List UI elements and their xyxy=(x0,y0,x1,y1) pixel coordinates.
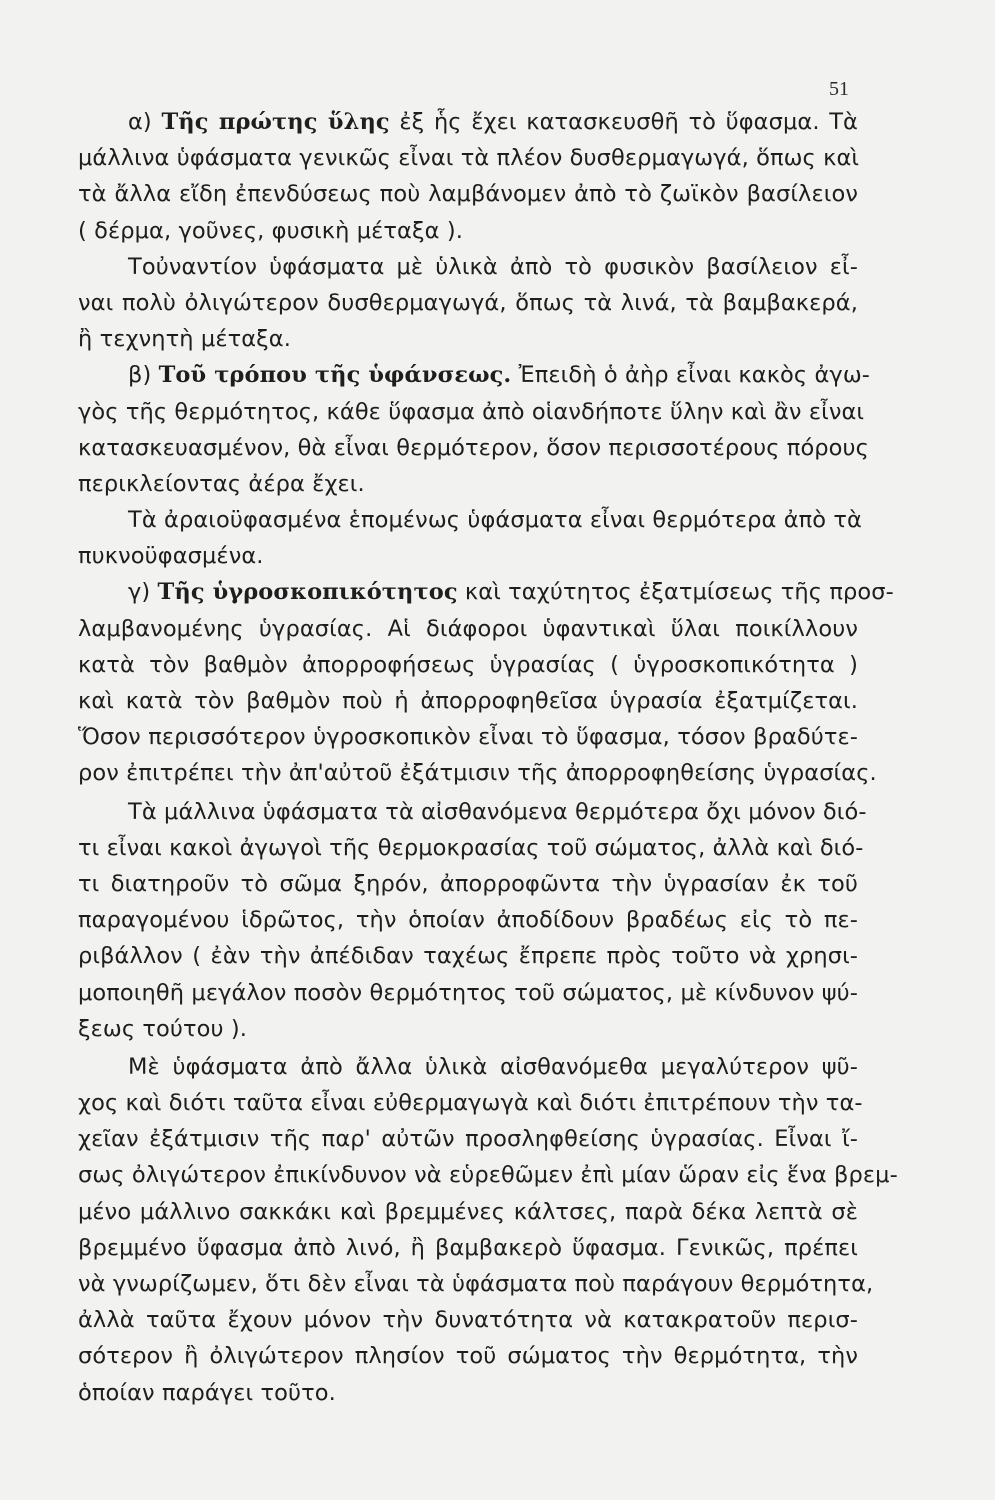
text-line: Τοὐναντίον ὑφάσματα μὲ ὑλικὰ ἀπὸ τὸ φυσικὸν βασίλειον εἶ- xyxy=(128,253,858,280)
section-a-marker: α) xyxy=(128,109,162,135)
text-line: κατὰ τὸν βαθμὸν ἀπορροφήσεως ὑγρασίας ( ὑγροσκοπικότητα ) xyxy=(78,651,858,678)
section-c-marker: γ) xyxy=(128,579,158,606)
section-a-heading: Τῆς πρώτης ὕλης xyxy=(161,109,390,135)
text-line: παραγομένου ἱδρῶτος, τὴν ὁποίαν ἀποδίδουν βραδέως εἰς τὸ πε- xyxy=(78,907,858,934)
section-b-first-line-text: Ἐπειδὴ ὁ ἀὴρ εἶναι κακὸς ἀγω- xyxy=(511,362,870,389)
text-line: τι εἶναι κακοὶ ἀγωγοὶ τῆς θερμοκρασίας τοῦ σώματος, ἀλλὰ καὶ διό- xyxy=(78,834,864,861)
section-c-first-line xyxy=(78,574,894,610)
text-line: νὰ γνωρίζωμεν, ὅτι δὲν εἶναι τὰ ὑφάσματα ποὺ παράγουν θερμότητα, xyxy=(78,1271,874,1297)
text-line: ξεως τούτου ). xyxy=(78,1015,248,1042)
text-line: χος καὶ διότι ταῦτα εἶναι εὐθερμαγωγὰ καὶ διότι ἐπιτρέπουν τὴν τα- xyxy=(78,1090,863,1117)
text-line: μοποιηθῆ μεγάλον ποσὸν θερμότητος τοῦ σώματος, μὲ κίνδυνον ψύ- xyxy=(78,979,858,1006)
text-line: κατασκευασμένον, θὰ εἶναι θερμότερον, ὅσον περισσοτέρους πόρους xyxy=(78,434,869,461)
section-a-first-line xyxy=(78,104,858,140)
text-line: μένο μάλλινο σακκάκι καὶ βρεμμένες κάλτσες, παρὰ δέκα λεπτὰ σὲ xyxy=(78,1198,858,1225)
text-line: σως ὀλιγώτερον ἐπικίνδυνον νὰ εὑρεθῶμεν ἐπὶ μίαν ὥραν εἰς ἕνα βρεμ- xyxy=(78,1162,898,1189)
section-b-heading: Τοῦ τρόπου τῆς ὑφάνσεως. xyxy=(158,362,512,389)
text-line: ρον ἐπιτρέπει τὴν ἀπ'αὐτοῦ ἐξάτμισιν τῆς ἀπορροφηθείσης ὑγρασίας. xyxy=(78,760,877,787)
text-line: Ὅσον περισσότερον ὑγροσκοπικὸν εἶναι τὸ ὕφασμα, τόσον βραδύτε- xyxy=(78,724,858,751)
text-line: γὸς τῆς θερμότητος, κάθε ὕφασμα ἀπὸ οἱανδήποτε ὕλην καὶ ἂν εἶναι xyxy=(78,398,865,425)
section-a-first-line-text: ἐξ ἧς ἔχει κατασκευσθῆ τὸ ὕφασμα. Τὰ xyxy=(389,109,858,135)
page-body xyxy=(78,104,898,1411)
text-line: ριβάλλον ( ἐὰν τὴν ἀπέδιδαν ταχέως ἔπρεπε πρὸς τοῦτο νὰ χρησι- xyxy=(78,943,858,970)
text-line: τὰ ἄλλα εἴδη ἐπενδύσεως ποὺ λαμβάνομεν ἀπὸ τὸ ζωϊκὸν βασίλειον xyxy=(78,181,858,208)
text-line: περικλείοντας ἀέρα ἔχει. xyxy=(78,470,365,497)
section-b-first-line xyxy=(78,357,870,393)
text-line: βρεμμένο ὕφασμα ἀπὸ λινό, ἢ βαμβακερὸ ὕφασμα. Γενικῶς, πρέπει xyxy=(78,1234,858,1261)
text-line: Μὲ ὑφάσματα ἀπὸ ἄλλα ὑλικὰ αἰσθανόμεθα μεγαλύτερον ψῦ- xyxy=(128,1053,858,1080)
section-c-first-line-text: καὶ ταχύτητος ἐξατμίσεως τῆς προσ- xyxy=(457,579,894,606)
text-line: ναι πολὺ ὀλιγώτερον δυσθερμαγωγά, ὅπως τὰ λινά, τὰ βαμβακερά, xyxy=(78,289,858,316)
page-number: 51 xyxy=(829,78,849,100)
text-line: σότερον ἢ ὀλιγώτερον πλησίον τοῦ σώματος τὴν θερμότητα, τὴν xyxy=(78,1343,858,1370)
text-line: ἢ τεχνητὴ μέταξα. xyxy=(78,326,291,353)
text-line: χεῖαν ἐξάτμισιν τῆς παρ' αὐτῶν προσληφθείσης ὑγρασίας. Εἶναι ἴ- xyxy=(78,1126,858,1153)
text-line: πυκνοϋφασμένα. xyxy=(78,543,264,570)
text-line: Τὰ ἀραιοϋφασμένα ἑπομένως ὑφάσματα εἶναι θερμότερα ἀπὸ τὰ xyxy=(128,507,862,534)
text-line: ὁποίαν παράγει τοῦτο. xyxy=(78,1379,336,1406)
text-line: Τὰ μάλλινα ὑφάσματα τὰ αἰσθανόμενα θερμότερα ὄχι μόνον διό- xyxy=(128,798,867,825)
text-line: μάλλινα ὑφάσματα γενικῶς εἶναι τὰ πλέον δυσθερμαγωγά, ὅπως καὶ xyxy=(78,145,860,172)
text-line: λαμβανομένης ὑγρασίας. Αἱ διάφοροι ὑφαντικαὶ ὕλαι ποικίλλουν xyxy=(78,615,858,642)
text-line: ( δέρμα, γοῦνες, φυσικὴ μέταξα ). xyxy=(78,217,463,244)
section-c-heading: Τῆς ὑγροσκοπικότητος xyxy=(157,579,458,606)
section-b-marker: β) xyxy=(128,362,159,389)
text-line: τι διατηροῦν τὸ σῶμα ξηρόν, ἀπορροφῶντα τὴν ὑγρασίαν ἐκ τοῦ xyxy=(78,870,858,897)
text-line: καὶ κατὰ τὸν βαθμὸν ποὺ ἡ ἀπορροφηθεῖσα ὑγρασία ἐξατμίζεται. xyxy=(78,688,858,714)
text-line: ἀλλὰ ταῦτα ἔχουν μόνον τὴν δυνατότητα νὰ κατακρατοῦν περισ- xyxy=(78,1307,858,1334)
